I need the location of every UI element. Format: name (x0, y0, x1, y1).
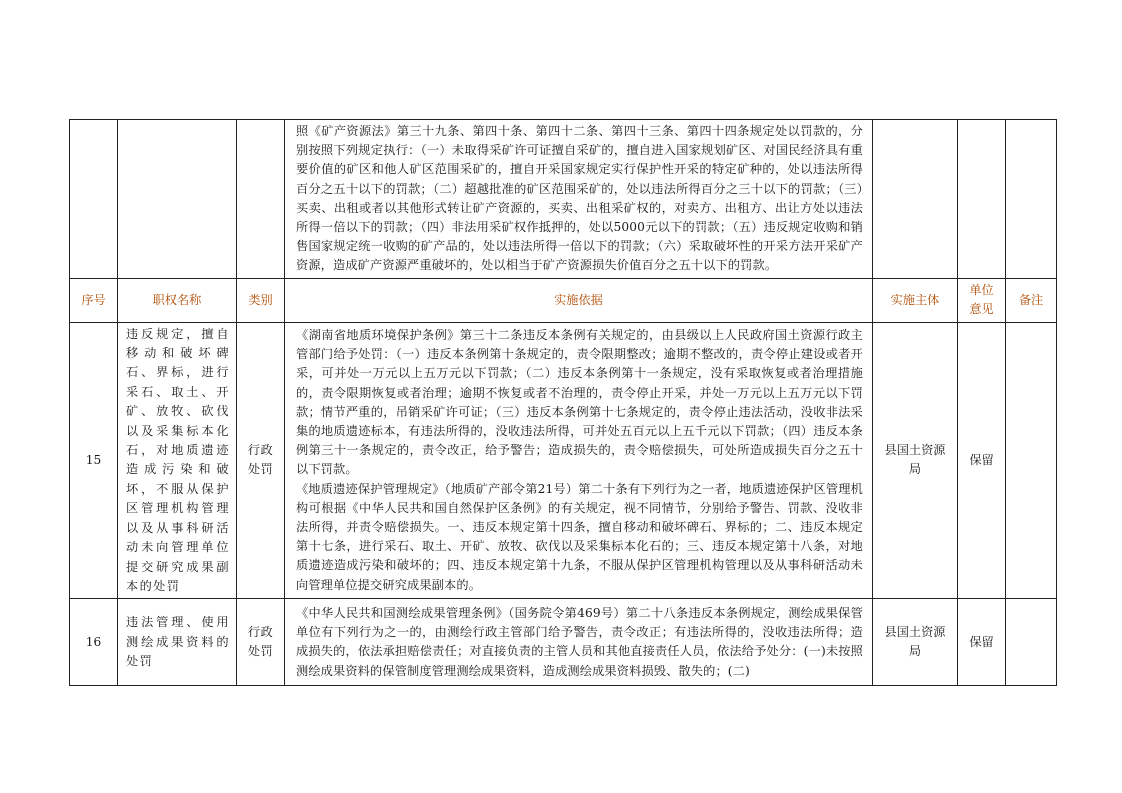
basis-paragraph-1: 《湖南省地质环境保护条例》第三十二条违反本条例有关规定的，由县级以上人民政府国土资源行政主管部门给予处罚：（一）违反本条例第十条规定的，责令限期整改；逾期不整改的，责令停止建设或者开采，可并处一万元以上五万元以下罚款；（二）违反本条例第十一条规定，没有采取恢复或者治理措施的，责令限期恢复或者治理；逾期不恢复或者不治理的，责令停止开采，并处一万元以上五万元以下罚款；情节严重的，吊销采矿许可证；（三）违反本条例第十七条规定的，责令停止违法活动，没收非法采集的地质遗迹标本，有违法所得的，没收违法所得，可并处五百元以上五千元以下罚款；（四）违反本条例第三十一条规定的，责令改正，给予警告；造成损失的，责令赔偿损失，可处所造成损失百分之五十以下罚款。 (296, 328, 863, 477)
basis-paragraph-1: 《中华人民共和国测绘成果管理条例》（国务院令第469号）第二十八条违反本条例规定，测绘成果保管单位有下列行为之一的，由测绘行政主管部门给予警告，责令改正；有违法所得的，没收违法所得；造成损失的，依法承担赔偿责任；对直接负责的主管人员和其他直接责任人员，依法给予处分：(一)未按照测绘成果资料的保管制度管理测绘成果资料，造成测绘成果资料损毁、散失的；(二) (296, 605, 863, 678)
cell-subject-line1: 县国土资源 (884, 625, 946, 640)
cell-remark (1006, 599, 1057, 686)
cell-basis-continued (285, 120, 873, 279)
cell-type-continued (237, 120, 285, 279)
cell-opinion: 保留 (958, 322, 1006, 599)
header-remark: 备注 (1006, 278, 1057, 322)
cell-remark (1006, 322, 1057, 599)
cell-type-line1: 行政 (247, 625, 274, 640)
cell-subject-continued (873, 120, 958, 279)
table-row (70, 599, 1057, 686)
cell-name: 违反规定，擅自移动和破坏碑石、界标，进行采石、取土、开矿、放牧、砍伐以及采集标本化石，对地质遗迹造成污染和破坏，不服从保护区管理机构管理以及从事科研活动未向管理单位提交研究成果副本的处罚 (118, 322, 237, 599)
cell-basis (285, 599, 873, 686)
header-subject: 实施主体 (873, 278, 958, 322)
header-opinion-line2: 意见 (969, 302, 994, 317)
header-opinion-line1: 单位 (969, 282, 994, 297)
table-row-continued (70, 120, 1057, 279)
cell-name: 违法管理、使用测绘成果资料的处罚 (118, 599, 237, 686)
cell-type-line1: 行政 (247, 443, 274, 458)
table-header-row (70, 278, 1057, 322)
cell-subject (873, 322, 958, 599)
header-name: 职权名称 (118, 278, 237, 322)
cell-basis (285, 322, 873, 599)
cell-type-line2: 处罚 (247, 462, 274, 477)
header-no: 序号 (70, 278, 118, 322)
cell-no-continued (70, 120, 118, 279)
header-type: 类别 (237, 278, 285, 322)
cell-type (237, 599, 285, 686)
cell-subject-line2: 局 (908, 462, 922, 477)
header-basis: 实施依据 (285, 278, 873, 322)
cell-remark-continued (1006, 120, 1057, 279)
cell-subject-line2: 局 (908, 644, 922, 659)
cell-no: 16 (70, 599, 118, 686)
cell-no: 15 (70, 322, 118, 599)
cell-type-line2: 处罚 (247, 644, 274, 659)
basis-paragraph-2: 《地质遗迹保护管理规定》（地质矿产部令第21号）第二十条有下列行为之一者，地质遗迹保护区管理机构可根据《中华人民共和国自然保护区条例》的有关规定，视不同情节，分别给予警告、罚款、没收非法所得，并责令赔偿损失。一、违反本规定第十四条，擅自移动和破坏碑石、界标的；二、违反本规定第十七条，进行采石、取土、开矿、放牧、砍伐以及采集标本化石的；三、违反本规定第十八条，对地质遗迹造成污染和破坏的；四、违反本规定第十九条，不服从保护区管理机构管理以及从事科研活动未向管理单位提交研究成果副本的。 (296, 481, 863, 592)
cell-subject (873, 599, 958, 686)
cell-subject-line1: 县国土资源 (884, 443, 946, 458)
cell-name-continued (118, 120, 237, 279)
cell-opinion: 保留 (958, 599, 1006, 686)
table-row (70, 322, 1057, 599)
basis-continued-text: 照《矿产资源法》第三十九条、第四十条、第四十二条、第四十三条、第四十四条规定处以罚款的，分别按照下列规定执行：（一）未取得采矿许可证擅自采矿的，擅自进入国家规划矿区、对国民经济具有重要价值的矿区和他人矿区范围采矿的，擅自开采国家规定实行保护性开采的特定矿种的，处以违法所得百分之五十以下的罚款；（二）超越批准的矿区范围采矿的，处以违法所得百分之三十以下的罚款；（三）买卖、出租或者以其他形式转让矿产资源的，买卖、出租采矿权的，对卖方、出租方、出让方处以违法所得一倍以下的罚款；（四）非法用采矿权作抵押的，处以5000元以下的罚款；（五）违反规定收购和销售国家规定统一收购的矿产品的，处以违法所得一倍以下的罚款；（六）采取破坏性的开采方法开采矿产资源，造成矿产资源严重破坏的，处以相当于矿产资源损失价值百分之五十以下的罚款。 (296, 124, 863, 273)
powers-table (69, 119, 1057, 686)
header-opinion (958, 278, 1006, 322)
cell-type (237, 322, 285, 599)
cell-opinion-continued (958, 120, 1006, 279)
